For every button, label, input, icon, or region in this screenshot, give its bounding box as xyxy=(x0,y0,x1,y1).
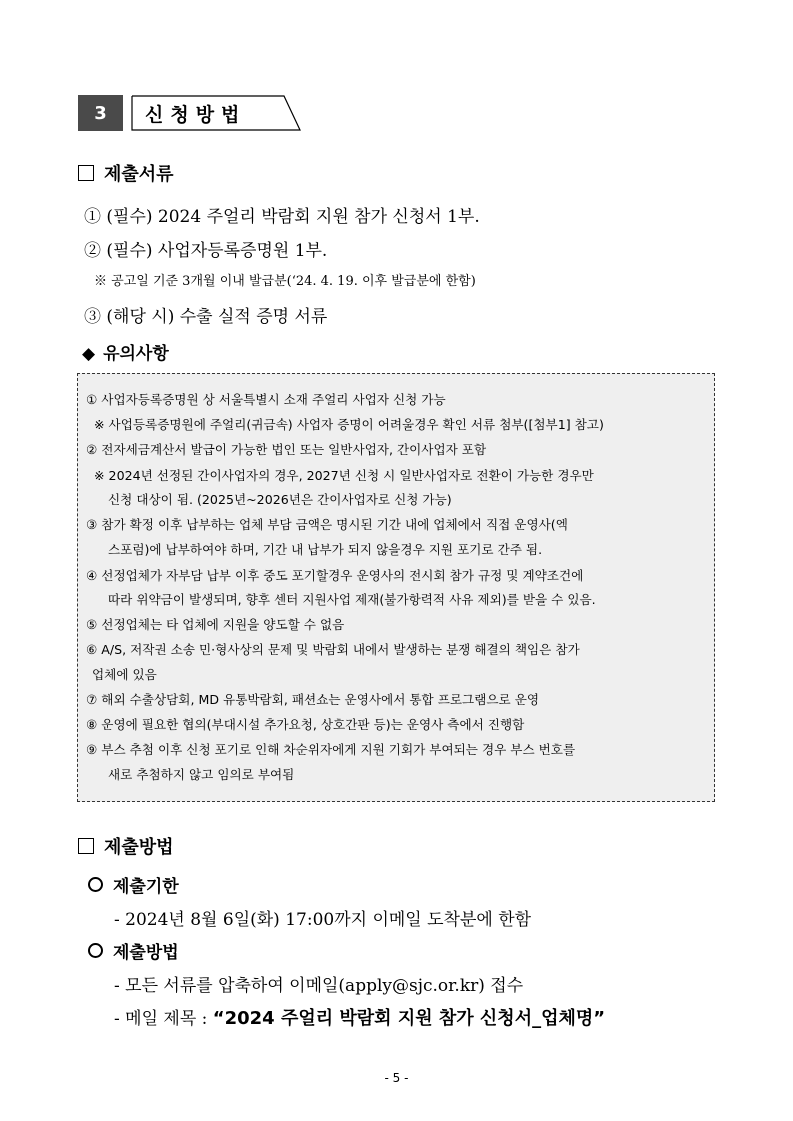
method-heading xyxy=(88,938,179,963)
notice-line: ⑤ 선정업체는 타 업체에 지원을 양도할 수 없음 xyxy=(86,617,345,632)
deadline-heading xyxy=(88,872,179,897)
notice-line: ④ 선정업체가 자부담 납부 이후 중도 포기할경우 운영사의 전시회 참가 규정 및 계약조건에 xyxy=(86,568,584,583)
notice-line: ⑦ 해외 수출상담회, MD 유통박람회, 패션쇼는 운영사에서 통합 프로그램으로 운영 xyxy=(86,692,540,707)
doc-item-3: ③ (해당 시) 수출 실적 증명 서류 xyxy=(84,307,328,327)
circle-bullet-icon xyxy=(88,877,103,892)
submit-heading-label: 제출방법 xyxy=(104,837,174,858)
submit-heading xyxy=(78,833,174,859)
diamond-icon: ◆ xyxy=(82,344,96,364)
notice-line: ※ 사업등록증명원에 주얼리(귀금속) 사업자 증명이 어려울경우 확인 서류 첨부([첨부1] 참고) xyxy=(94,417,604,432)
notice-line: ※ 2024년 선정된 간이사업자의 경우, 2027년 신청 시 일반사업자로 전환이 가능한 경우만 xyxy=(94,468,594,483)
notice-line: ⑥ A/S, 저작권 소송 민·형사상의 문제 및 박람회 내에서 발생하는 분쟁 해결의 책임은 참가 xyxy=(86,642,580,657)
docs-heading xyxy=(78,160,174,186)
notice-line: 따라 위약금이 발생되며, 향후 센터 지원사업 제재(불가항력적 사유 제외)를 받을 수 있음. xyxy=(108,592,596,607)
notice-line: 스포럼)에 납부하여야 하며, 기간 내 납부가 되지 않을경우 지원 포기로 간주 됨. xyxy=(108,542,543,557)
checkbox-square-icon xyxy=(78,165,94,181)
doc-note: ※ 공고일 기준 3개월 이내 발급분(‘24. 4. 19. 이후 발급분에 한함) xyxy=(94,274,476,289)
mail-subject-prefix: - 메일 제목 : xyxy=(114,1009,213,1029)
section-number-badge: 3 xyxy=(78,95,123,131)
deadline-label: 제출기한 xyxy=(113,877,179,897)
notice-line: ⑧ 운영에 필요한 협의(부대시설 추가요청, 상호간판 등)는 운영사 측에서 진행함 xyxy=(86,717,525,732)
notice-heading-label: 유의사항 xyxy=(103,344,169,364)
notice-line: ③ 참가 확정 이후 납부하는 업체 부담 금액은 명시된 기간 내에 업체에서 직접 운영사(엑 xyxy=(86,517,568,532)
method-label: 제출방법 xyxy=(113,943,179,963)
section-title: 신청방법 xyxy=(145,104,247,126)
circle-bullet-icon xyxy=(88,943,103,958)
notice-line: 새로 추첨하지 않고 임의로 부여됨 xyxy=(108,767,295,782)
checkbox-square-icon xyxy=(78,838,94,854)
notice-line: 신청 대상이 됨. (2025년~2026년은 간이사업자로 신청 가능) xyxy=(108,492,452,507)
page-number: - 5 - xyxy=(384,1071,409,1085)
mail-subject-value: “2024 주얼리 박람회 지원 참가 신청서_업체명” xyxy=(212,1008,606,1029)
notice-heading xyxy=(82,339,169,364)
notice-box xyxy=(77,373,715,802)
notice-line: 업체에 있음 xyxy=(92,667,157,682)
notice-line: ① 사업자등록증명원 상 서울특별시 소재 주얼리 사업자 신청 가능 xyxy=(86,392,446,407)
mail-subject-line xyxy=(114,1004,605,1030)
doc-item-1: ① (필수) 2024 주얼리 박람회 지원 참가 신청서 1부. xyxy=(84,207,480,227)
docs-heading-label: 제출서류 xyxy=(104,164,174,185)
notice-line: ⑨ 부스 추첨 이후 신청 포기로 인해 차순위자에게 지원 기회가 부여되는 경우 부스 번호를 xyxy=(86,742,576,757)
notice-line: ② 전자세금계산서 발급이 가능한 법인 또는 일반사업자, 간이사업자 포함 xyxy=(86,442,487,457)
deadline-text: - 2024년 8월 6일(화) 17:00까지 이메일 도착분에 한함 xyxy=(114,910,532,930)
method-text: - 모든 서류를 압축하여 이메일(apply@sjc.or.kr) 접수 xyxy=(114,976,524,996)
doc-item-2: ② (필수) 사업자등록증명원 1부. xyxy=(84,241,328,261)
